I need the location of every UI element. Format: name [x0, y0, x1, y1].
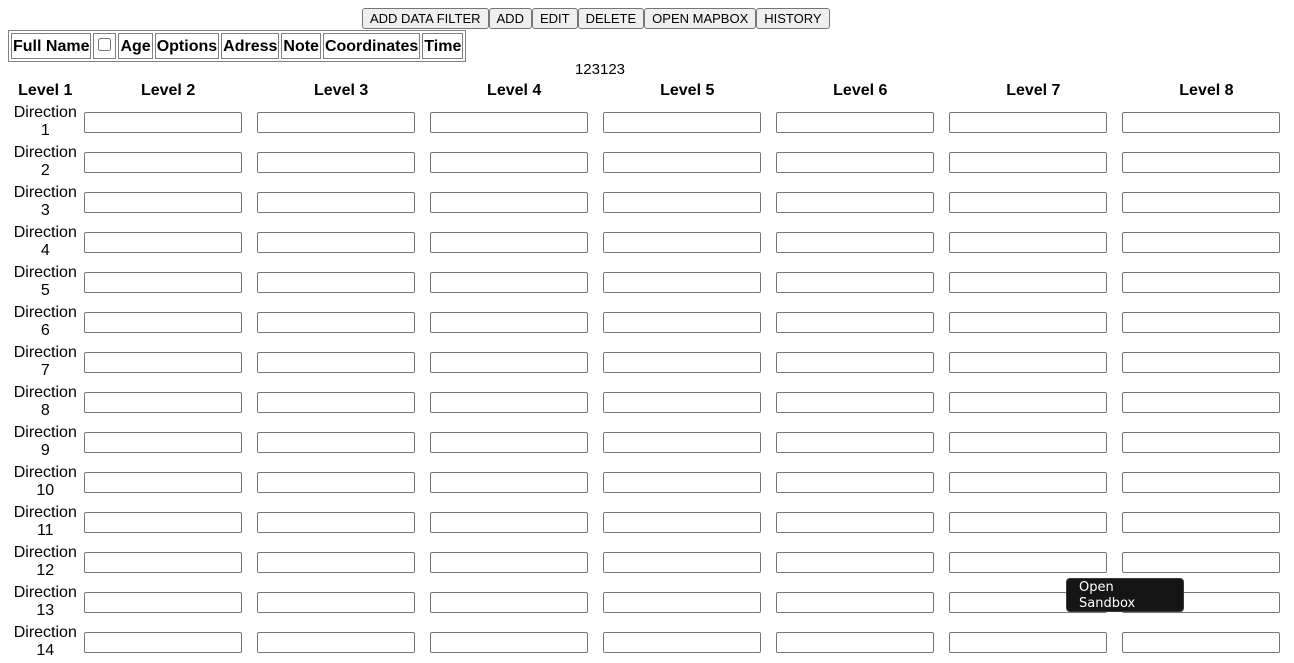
grid-cell-input[interactable]: [84, 472, 242, 493]
row-label-number: 3: [40, 202, 50, 219]
grid-cell: [256, 583, 427, 621]
row-label-number: 14: [36, 642, 55, 659]
grid-cell-input[interactable]: [84, 392, 242, 413]
grid-cell: [602, 463, 773, 501]
grid-cell: [1121, 343, 1292, 381]
row-label: [10, 103, 81, 141]
grid-cell-input[interactable]: [1122, 392, 1280, 413]
grid-cell: [602, 343, 773, 381]
grid-cell-input[interactable]: [776, 592, 934, 613]
grid-cell: [948, 183, 1119, 221]
row-label: [10, 583, 81, 621]
grid-cell: [83, 143, 254, 181]
grid-cell-input[interactable]: [84, 552, 242, 573]
grid-cell-input[interactable]: [949, 392, 1107, 413]
grid-cell: [602, 223, 773, 261]
row-label-word: Direction: [13, 224, 77, 241]
header-options: Options: [155, 33, 219, 59]
grid-cell-input[interactable]: [257, 392, 415, 413]
grid-cell-input[interactable]: [949, 352, 1107, 373]
grid-cell: [775, 183, 946, 221]
row-label: [10, 503, 81, 541]
grid-cell-input[interactable]: [257, 272, 415, 293]
toolbar: [362, 8, 830, 29]
grid-cell-input[interactable]: [603, 192, 761, 213]
grid-cell: [429, 583, 600, 621]
grid-cell: [83, 463, 254, 501]
filter-header-row: [11, 33, 463, 59]
edit-button[interactable]: EDIT: [532, 8, 578, 29]
grid-cell-input[interactable]: [257, 112, 415, 133]
grid-cell: [948, 463, 1119, 501]
grid-cell-input[interactable]: [1122, 552, 1280, 573]
grid-cell-input[interactable]: [949, 232, 1107, 253]
select-all-checkbox[interactable]: [98, 38, 111, 51]
grid-cell-input[interactable]: [949, 432, 1107, 453]
grid-cell-input[interactable]: [1122, 352, 1280, 373]
grid-cell: [1121, 303, 1292, 341]
header-time: Time: [422, 33, 463, 59]
grid-cell-input[interactable]: [257, 192, 415, 213]
row-label-number: 6: [40, 322, 50, 339]
column-header-level-7: Level 7: [1006, 82, 1061, 99]
table-row: [10, 263, 1292, 301]
grid-cell: [83, 623, 254, 661]
grid-cell: [948, 343, 1119, 381]
grid-cell-input[interactable]: [84, 192, 242, 213]
grid-cell: [429, 623, 600, 661]
table-row: [10, 143, 1292, 181]
grid-cell: [602, 103, 773, 141]
grid-cell: [256, 383, 427, 421]
grid-cell-input[interactable]: [1122, 312, 1280, 333]
grid-cell: [1121, 223, 1292, 261]
grid-cell-input[interactable]: [430, 592, 588, 613]
grid-cell-input[interactable]: [430, 352, 588, 373]
grid-cell-input[interactable]: [949, 272, 1107, 293]
row-label: [10, 183, 81, 221]
header-adress: Adress: [221, 33, 279, 59]
grid-cell-input[interactable]: [430, 312, 588, 333]
grid-cell: [83, 543, 254, 581]
grid-cell: [429, 103, 600, 141]
row-label-number: 8: [40, 402, 50, 419]
row-label-number: 1: [40, 122, 50, 139]
history-button[interactable]: HISTORY: [756, 8, 829, 29]
row-label: [10, 303, 81, 341]
grid-cell: [83, 223, 254, 261]
grid-cell: [83, 583, 254, 621]
grid-cell: [948, 383, 1119, 421]
grid-cell-input[interactable]: [603, 552, 761, 573]
grid-cell: [775, 303, 946, 341]
grid-cell-input[interactable]: [1122, 512, 1280, 533]
grid-cell: [1121, 263, 1292, 301]
grid-cell: [256, 343, 427, 381]
grid-cell: [256, 623, 427, 661]
grid-cell: [83, 503, 254, 541]
grid-cell: [429, 183, 600, 221]
grid-cell-input[interactable]: [84, 112, 242, 133]
grid-cell: [256, 263, 427, 301]
grid-cell-input[interactable]: [257, 632, 415, 653]
grid-cell: [775, 143, 946, 181]
grid-cell: [429, 503, 600, 541]
grid-cell-input[interactable]: [430, 552, 588, 573]
column-header-level-3: Level 3: [314, 82, 369, 99]
grid-cell-input[interactable]: [430, 632, 588, 653]
grid-cell: [602, 543, 773, 581]
row-label-number: 9: [40, 442, 50, 459]
column-header-level-2: Level 2: [140, 82, 196, 99]
row-label: [10, 223, 81, 261]
grid-cell-input[interactable]: [603, 512, 761, 533]
grid-cell-input[interactable]: [257, 512, 415, 533]
grid-cell-input[interactable]: [430, 152, 588, 173]
grid-cell-input[interactable]: [1122, 272, 1280, 293]
grid-cell-input[interactable]: [776, 192, 934, 213]
grid-cell-input[interactable]: [776, 152, 934, 173]
grid-cell: [602, 263, 773, 301]
row-label: [10, 263, 81, 301]
grid-cell-input[interactable]: [257, 352, 415, 373]
column-header-level-4: Level 4: [487, 82, 542, 99]
grid-cell-input[interactable]: [603, 472, 761, 493]
delete-button[interactable]: DELETE: [578, 8, 645, 29]
grid-cell-input[interactable]: [257, 552, 415, 573]
grid-cell: [1121, 463, 1292, 501]
row-label-number: 4: [40, 242, 50, 259]
table-row: [10, 183, 1292, 221]
grid-cell: [256, 423, 427, 461]
grid-cell: [256, 463, 427, 501]
grid-cell-input[interactable]: [84, 152, 242, 173]
grid-cell: [602, 623, 773, 661]
grid-cell: [602, 583, 773, 621]
grid-cell-input[interactable]: [776, 112, 934, 133]
grid-cell-input[interactable]: [949, 512, 1107, 533]
grid-cell: [775, 503, 946, 541]
grid-cell: [429, 543, 600, 581]
grid-cell: [256, 143, 427, 181]
row-label-number: 10: [36, 482, 55, 499]
grid-cell-input[interactable]: [776, 272, 934, 293]
grid-cell-input[interactable]: [603, 272, 761, 293]
row-label-word: Direction: [13, 584, 77, 601]
grid-cell: [775, 103, 946, 141]
row-label: [10, 343, 81, 381]
row-label-word: Direction: [13, 184, 77, 201]
grid-cell: [1121, 623, 1292, 661]
row-label-number: 11: [36, 522, 54, 539]
row-label-number: 13: [36, 602, 55, 619]
grid-cell: [948, 103, 1119, 141]
grid-cell-input[interactable]: [776, 552, 934, 573]
grid-cell-input[interactable]: [84, 272, 242, 293]
table-row: [10, 223, 1292, 261]
grid-cell-input[interactable]: [776, 352, 934, 373]
grid-cell-input[interactable]: [1122, 432, 1280, 453]
row-label-word: Direction: [13, 144, 77, 161]
grid-cell-input[interactable]: [430, 512, 588, 533]
grid-cell-input[interactable]: [603, 392, 761, 413]
grid-cell-input[interactable]: [84, 312, 242, 333]
filter-header-table: [8, 30, 466, 62]
header-age: Age: [118, 33, 152, 59]
grid-cell: [775, 463, 946, 501]
grid-cell: [429, 423, 600, 461]
grid-cell-input[interactable]: [603, 432, 761, 453]
grid-cell: [948, 623, 1119, 661]
column-header-level-1: Level 1: [18, 82, 73, 99]
table-row: [10, 383, 1292, 421]
grid-cell: [429, 343, 600, 381]
grid-cell: [775, 583, 946, 621]
grid-cell-input[interactable]: [257, 152, 415, 173]
grid-cell: [775, 543, 946, 581]
grid-cell: [602, 143, 773, 181]
grid-cell: [948, 263, 1119, 301]
row-label-word: Direction: [13, 104, 77, 121]
grid-cell-input[interactable]: [1122, 112, 1280, 133]
grid-cell-input[interactable]: [776, 472, 934, 493]
grid-cell: [948, 223, 1119, 261]
grid-cell: [1121, 423, 1292, 461]
add-button[interactable]: ADD: [489, 8, 532, 29]
row-label: [10, 423, 81, 461]
grid-cell-input[interactable]: [257, 432, 415, 453]
table-row: [10, 503, 1292, 541]
grid-cell: [83, 383, 254, 421]
grid-cell: [948, 143, 1119, 181]
table-row: [10, 103, 1292, 141]
open-sandbox-button[interactable]: Open Sandbox: [1066, 578, 1184, 612]
grid-cell-input[interactable]: [603, 352, 761, 373]
row-label-word: Direction: [13, 424, 77, 441]
header-full-name: Full Name: [11, 33, 91, 59]
grid-cell-input[interactable]: [430, 112, 588, 133]
grid-cell-input[interactable]: [430, 272, 588, 293]
grid-cell: [1121, 183, 1292, 221]
grid-cell: [429, 223, 600, 261]
grid-cell-input[interactable]: [84, 232, 242, 253]
grid-cell-input[interactable]: [1122, 232, 1280, 253]
row-label: [10, 143, 81, 181]
row-label-word: Direction: [13, 464, 77, 481]
grid-cell: [256, 503, 427, 541]
grid-cell: [256, 543, 427, 581]
grid-cell-input[interactable]: [776, 232, 934, 253]
grid-cell-input[interactable]: [430, 432, 588, 453]
row-label-number: 2: [40, 162, 50, 179]
row-label-word: Direction: [13, 624, 77, 641]
grid-cell-input[interactable]: [776, 432, 934, 453]
grid-cell-input[interactable]: [84, 592, 242, 613]
grid-cell-input[interactable]: [949, 472, 1107, 493]
grid-cell: [1121, 143, 1292, 181]
grid-cell-input[interactable]: [430, 232, 588, 253]
grid-cell-input[interactable]: [949, 552, 1107, 573]
grid-cell: [602, 183, 773, 221]
header-coordinates: Coordinates: [323, 33, 420, 59]
header-note: Note: [281, 33, 321, 59]
row-label-word: Direction: [13, 304, 77, 321]
grid-cell: [775, 223, 946, 261]
grid-cell: [602, 303, 773, 341]
grid-cell: [775, 423, 946, 461]
grid-cell: [775, 623, 946, 661]
grid-cell: [429, 143, 600, 181]
grid-cell: [83, 423, 254, 461]
grid-cell: [429, 303, 600, 341]
grid-cell: [256, 183, 427, 221]
grid-caption: 123123: [574, 61, 626, 78]
grid-cell-input[interactable]: [603, 632, 761, 653]
grid-cell-input[interactable]: [1122, 152, 1280, 173]
grid-cell: [602, 423, 773, 461]
grid-cell: [775, 383, 946, 421]
grid-cell: [775, 263, 946, 301]
grid-cell-input[interactable]: [776, 632, 934, 653]
levels-grid: [8, 79, 1294, 663]
grid-header-row: [10, 81, 1292, 101]
grid-cell-input[interactable]: [949, 312, 1107, 333]
grid-cell: [83, 263, 254, 301]
grid-cell: [775, 343, 946, 381]
grid-cell: [83, 343, 254, 381]
grid-cell-input[interactable]: [603, 112, 761, 133]
grid-cell: [83, 183, 254, 221]
grid-cell: [429, 383, 600, 421]
grid-cell-input[interactable]: [776, 512, 934, 533]
grid-cell-input[interactable]: [1122, 632, 1280, 653]
grid-cell-input[interactable]: [603, 312, 761, 333]
grid-cell-input[interactable]: [776, 392, 934, 413]
grid-cell: [256, 223, 427, 261]
grid-cell: [948, 543, 1119, 581]
table-row: [10, 303, 1292, 341]
grid-cell-input[interactable]: [1122, 472, 1280, 493]
grid-cell: [948, 303, 1119, 341]
row-label: [10, 543, 81, 581]
row-label-word: Direction: [13, 544, 77, 561]
grid-cell: [948, 503, 1119, 541]
table-row: [10, 623, 1292, 661]
grid-cell: [429, 463, 600, 501]
grid-cell: [83, 103, 254, 141]
grid-cell-input[interactable]: [776, 312, 934, 333]
table-row: [10, 343, 1292, 381]
add-data-filter-button[interactable]: ADD DATA FILTER: [362, 8, 489, 29]
grid-cell-input[interactable]: [84, 512, 242, 533]
row-label-number: 7: [40, 362, 50, 379]
grid-cell-input[interactable]: [257, 592, 415, 613]
table-row: [10, 423, 1292, 461]
header-select-all: [93, 33, 116, 59]
open-mapbox-button[interactable]: OPEN MAPBOX: [644, 8, 756, 29]
grid-cell-input[interactable]: [603, 592, 761, 613]
grid-cell: [1121, 383, 1292, 421]
row-label: [10, 463, 81, 501]
grid-cell: [83, 303, 254, 341]
grid-cell: [256, 303, 427, 341]
grid-cell-input[interactable]: [603, 152, 761, 173]
row-label-word: Direction: [13, 344, 77, 361]
row-label: [10, 383, 81, 421]
grid-cell-input[interactable]: [603, 232, 761, 253]
grid-cell: [256, 103, 427, 141]
column-header-level-5: Level 5: [660, 82, 715, 99]
grid-cell-input[interactable]: [84, 352, 242, 373]
grid-cell-input[interactable]: [84, 632, 242, 653]
grid-cell-input[interactable]: [84, 432, 242, 453]
row-label-number: 12: [36, 562, 55, 579]
grid-cell: [1121, 103, 1292, 141]
grid-cell-input[interactable]: [949, 112, 1107, 133]
grid-cell-input[interactable]: [430, 192, 588, 213]
grid-cell: [1121, 543, 1292, 581]
column-header-level-6: Level 6: [833, 82, 888, 99]
grid-cell-input[interactable]: [949, 632, 1107, 653]
table-row: [10, 463, 1292, 501]
row-label-number: 5: [40, 282, 50, 299]
grid-cell: [1121, 503, 1292, 541]
row-label-word: Direction: [13, 384, 77, 401]
grid-cell-input[interactable]: [949, 152, 1107, 173]
row-label: [10, 623, 81, 661]
grid-cell-input[interactable]: [430, 472, 588, 493]
grid-cell: [602, 383, 773, 421]
grid-cell: [602, 503, 773, 541]
grid-cell-input[interactable]: [257, 472, 415, 493]
grid-cell-input[interactable]: [257, 312, 415, 333]
grid-cell: [948, 423, 1119, 461]
grid-cell-input[interactable]: [949, 192, 1107, 213]
grid-cell: [429, 263, 600, 301]
row-label-word: Direction: [13, 264, 77, 281]
table-row: [10, 543, 1292, 581]
grid-cell-input[interactable]: [257, 232, 415, 253]
grid-cell-input[interactable]: [430, 392, 588, 413]
row-label-word: Direction: [13, 504, 77, 521]
grid-cell-input[interactable]: [1122, 192, 1280, 213]
column-header-level-8: Level 8: [1179, 82, 1234, 99]
